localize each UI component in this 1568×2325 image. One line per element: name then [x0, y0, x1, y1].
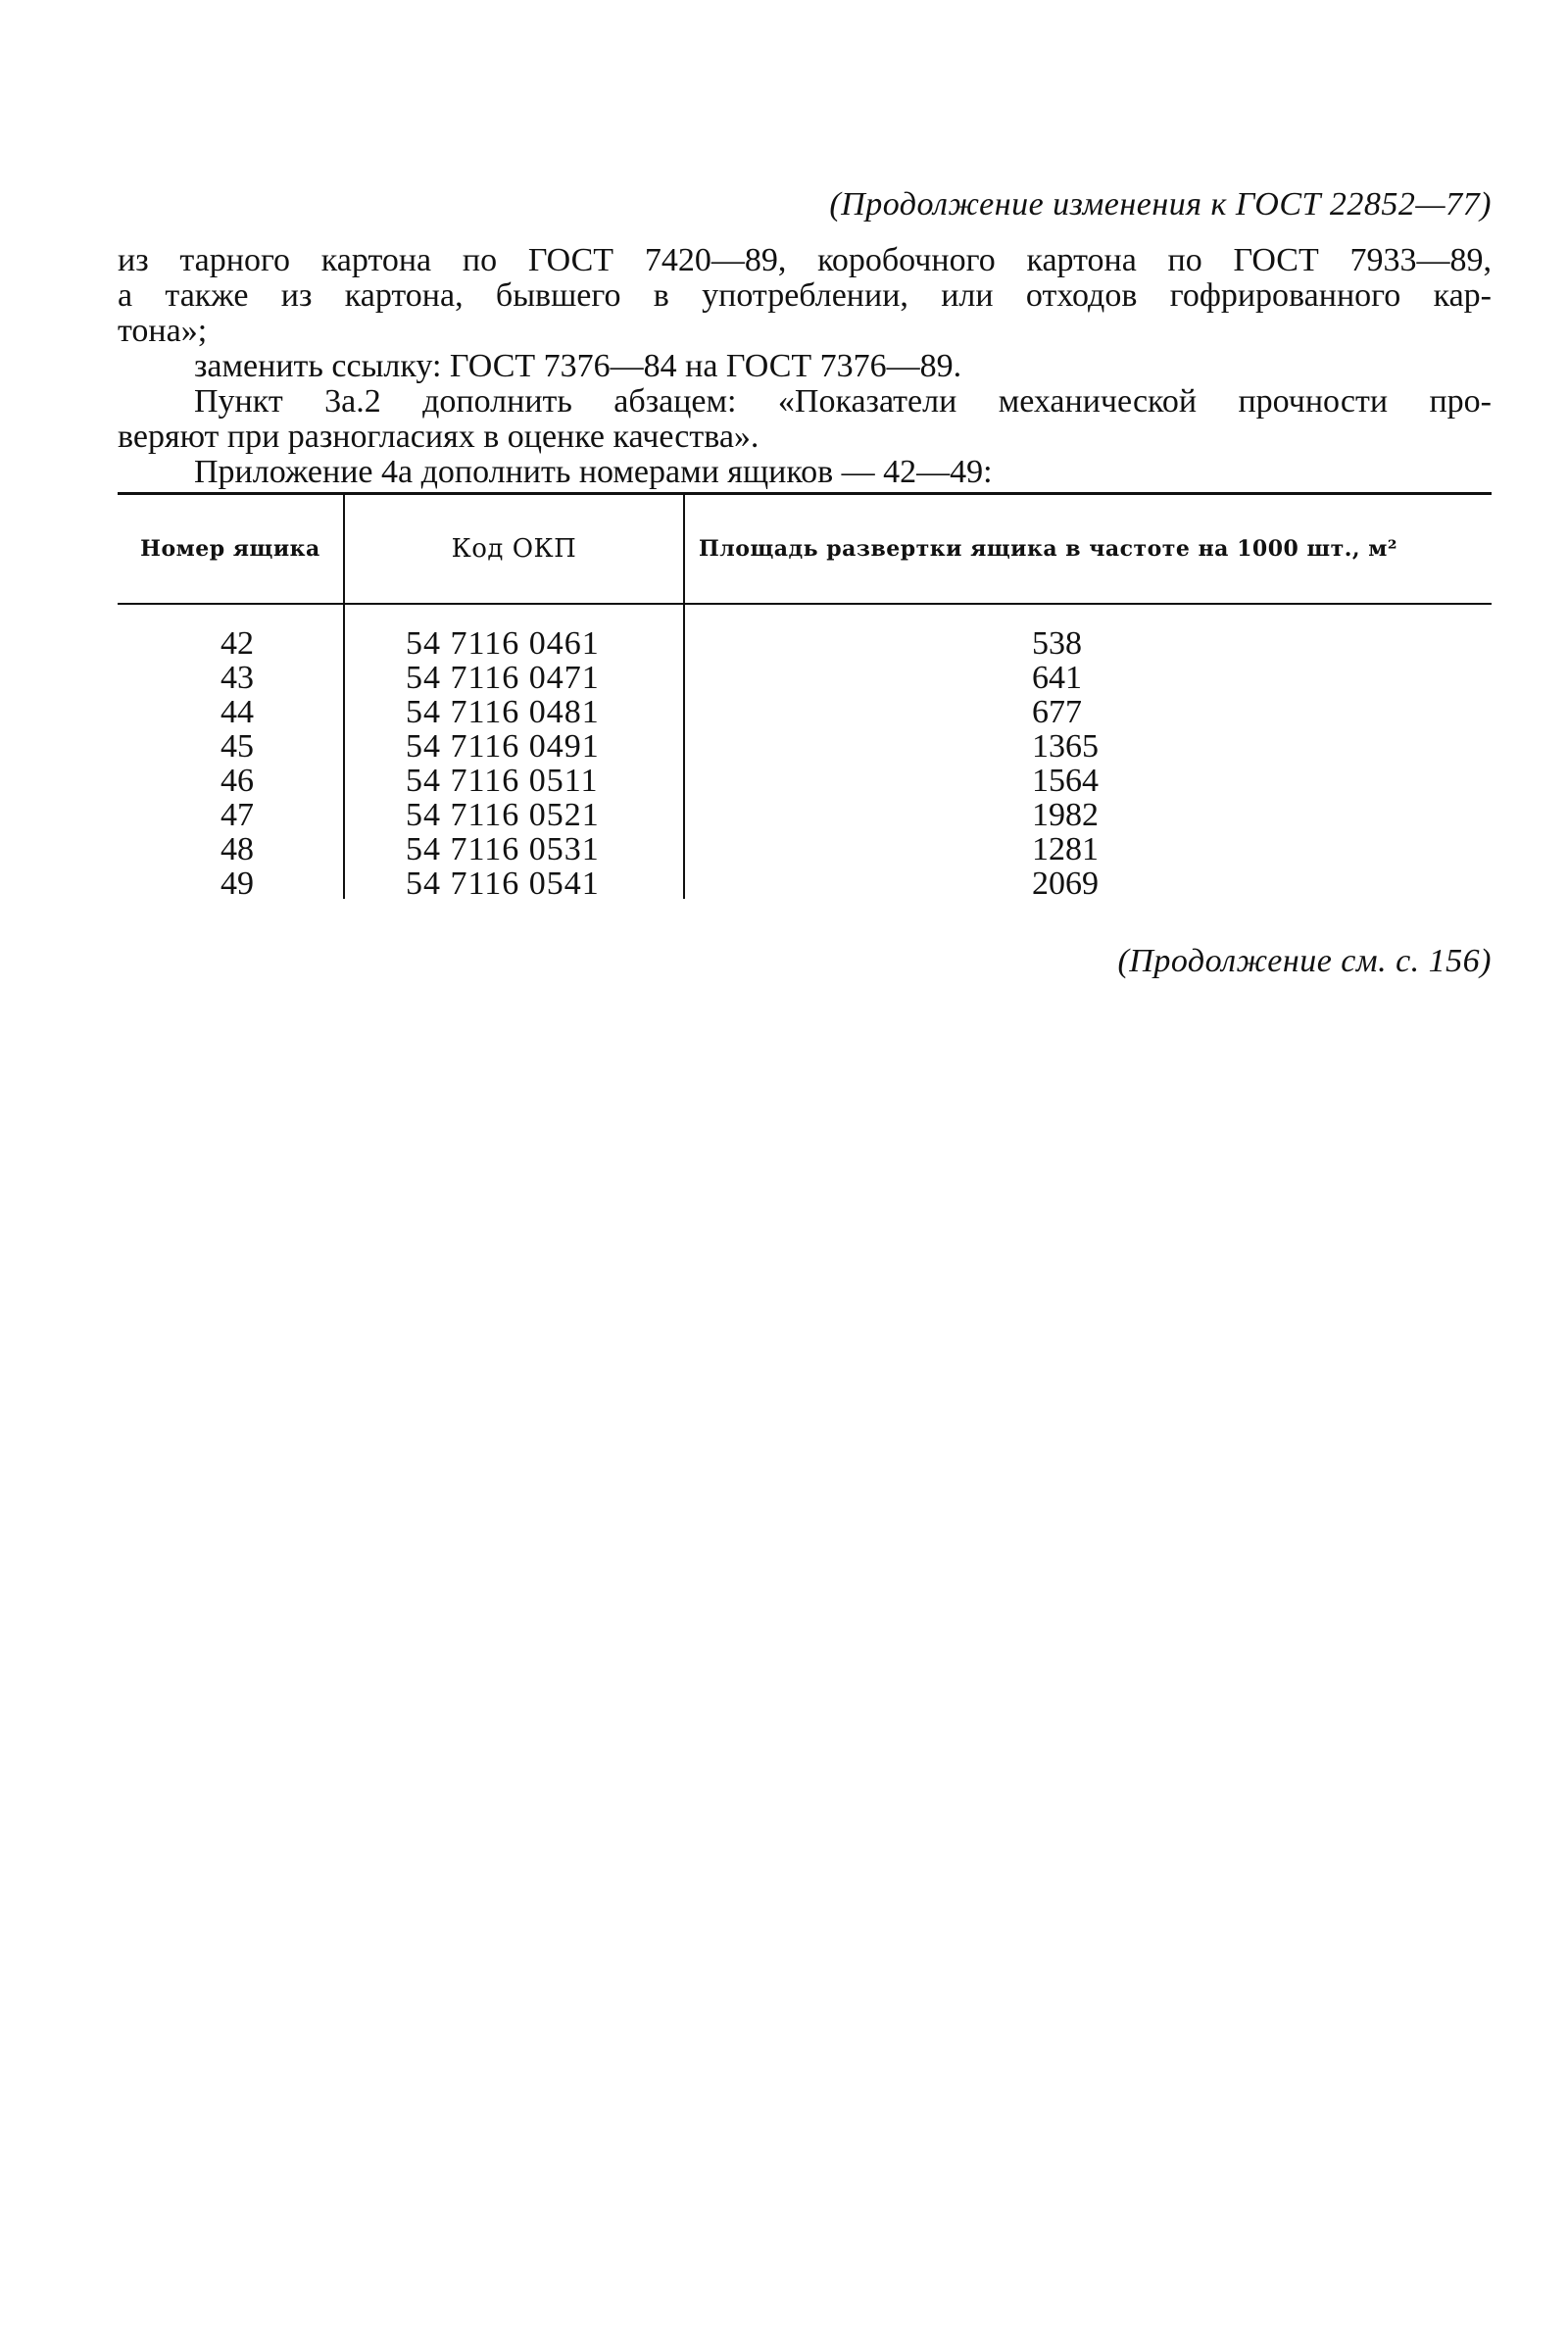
text-line-3: тона»;: [118, 313, 208, 349]
text-line-4: заменить ссылку: ГОСТ 7376—84 на ГОСТ 7376—89.: [194, 348, 962, 384]
cell-box-number: 49: [220, 866, 254, 902]
continuation-note: (Продолжение см. с. 156): [1117, 943, 1492, 979]
cell-unfolded-area: 641: [1032, 660, 1082, 696]
cell-box-number: 42: [220, 625, 254, 662]
cell-unfolded-area: 1281: [1032, 831, 1099, 867]
column-unfolded-area: [683, 605, 1492, 902]
cell-okp-code: 54 7116 0511: [406, 763, 599, 799]
cell-unfolded-area: 1564: [1032, 763, 1099, 799]
cell-okp-code: 54 7116 0521: [406, 797, 600, 833]
cell-okp-code: 54 7116 0461: [406, 625, 600, 662]
cell-okp-code: 54 7116 0491: [406, 728, 600, 765]
cell-okp-code: 54 7116 0531: [406, 831, 600, 867]
header-okp-code: Код ОКП: [343, 495, 683, 603]
cell-okp-code: 54 7116 0471: [406, 660, 600, 696]
cell-unfolded-area: 538: [1032, 625, 1082, 662]
column-okp-code: [343, 605, 683, 902]
box-table: [118, 492, 1492, 902]
cell-box-number: 47: [220, 797, 254, 833]
text-line-6: веряют при разногласиях в оценке качества».: [118, 419, 760, 455]
cell-okp-code: 54 7116 0541: [406, 866, 600, 902]
header-unfolded-area: Площадь развертки ящика в частоте на 1000 шт., м²: [683, 495, 1492, 603]
cell-box-number: 44: [220, 694, 254, 730]
cell-unfolded-area: 1982: [1032, 797, 1099, 833]
amendment-text: [118, 243, 1492, 490]
page-header: (Продолжение изменения к ГОСТ 22852—77): [829, 186, 1492, 223]
text-line-1: из тарного картона по ГОСТ 7420—89, коробочного картона по ГОСТ 7933—89,: [118, 242, 1492, 278]
cell-box-number: 43: [220, 660, 254, 696]
header-box-number: Номер ящика: [140, 536, 320, 562]
cell-unfolded-area: 1365: [1032, 728, 1099, 765]
cell-box-number: 46: [220, 763, 254, 799]
table-body: [118, 605, 1492, 902]
text-line-7: Приложение 4а дополнить номерами ящиков — 42—49:: [194, 454, 993, 490]
table-header: [118, 495, 1492, 603]
cell-box-number: 45: [220, 728, 254, 765]
column-box-number: [118, 605, 343, 902]
text-line-2: а также из картона, бывшего в употреблении, или отходов гофрированного кар-: [118, 277, 1492, 314]
cell-okp-code: 54 7116 0481: [406, 694, 600, 730]
text-line-5: Пункт 3а.2 дополнить абзацем: «Показатели механической прочности про-: [194, 383, 1492, 420]
cell-box-number: 48: [220, 831, 254, 867]
cell-unfolded-area: 677: [1032, 694, 1082, 730]
cell-unfolded-area: 2069: [1032, 866, 1099, 902]
